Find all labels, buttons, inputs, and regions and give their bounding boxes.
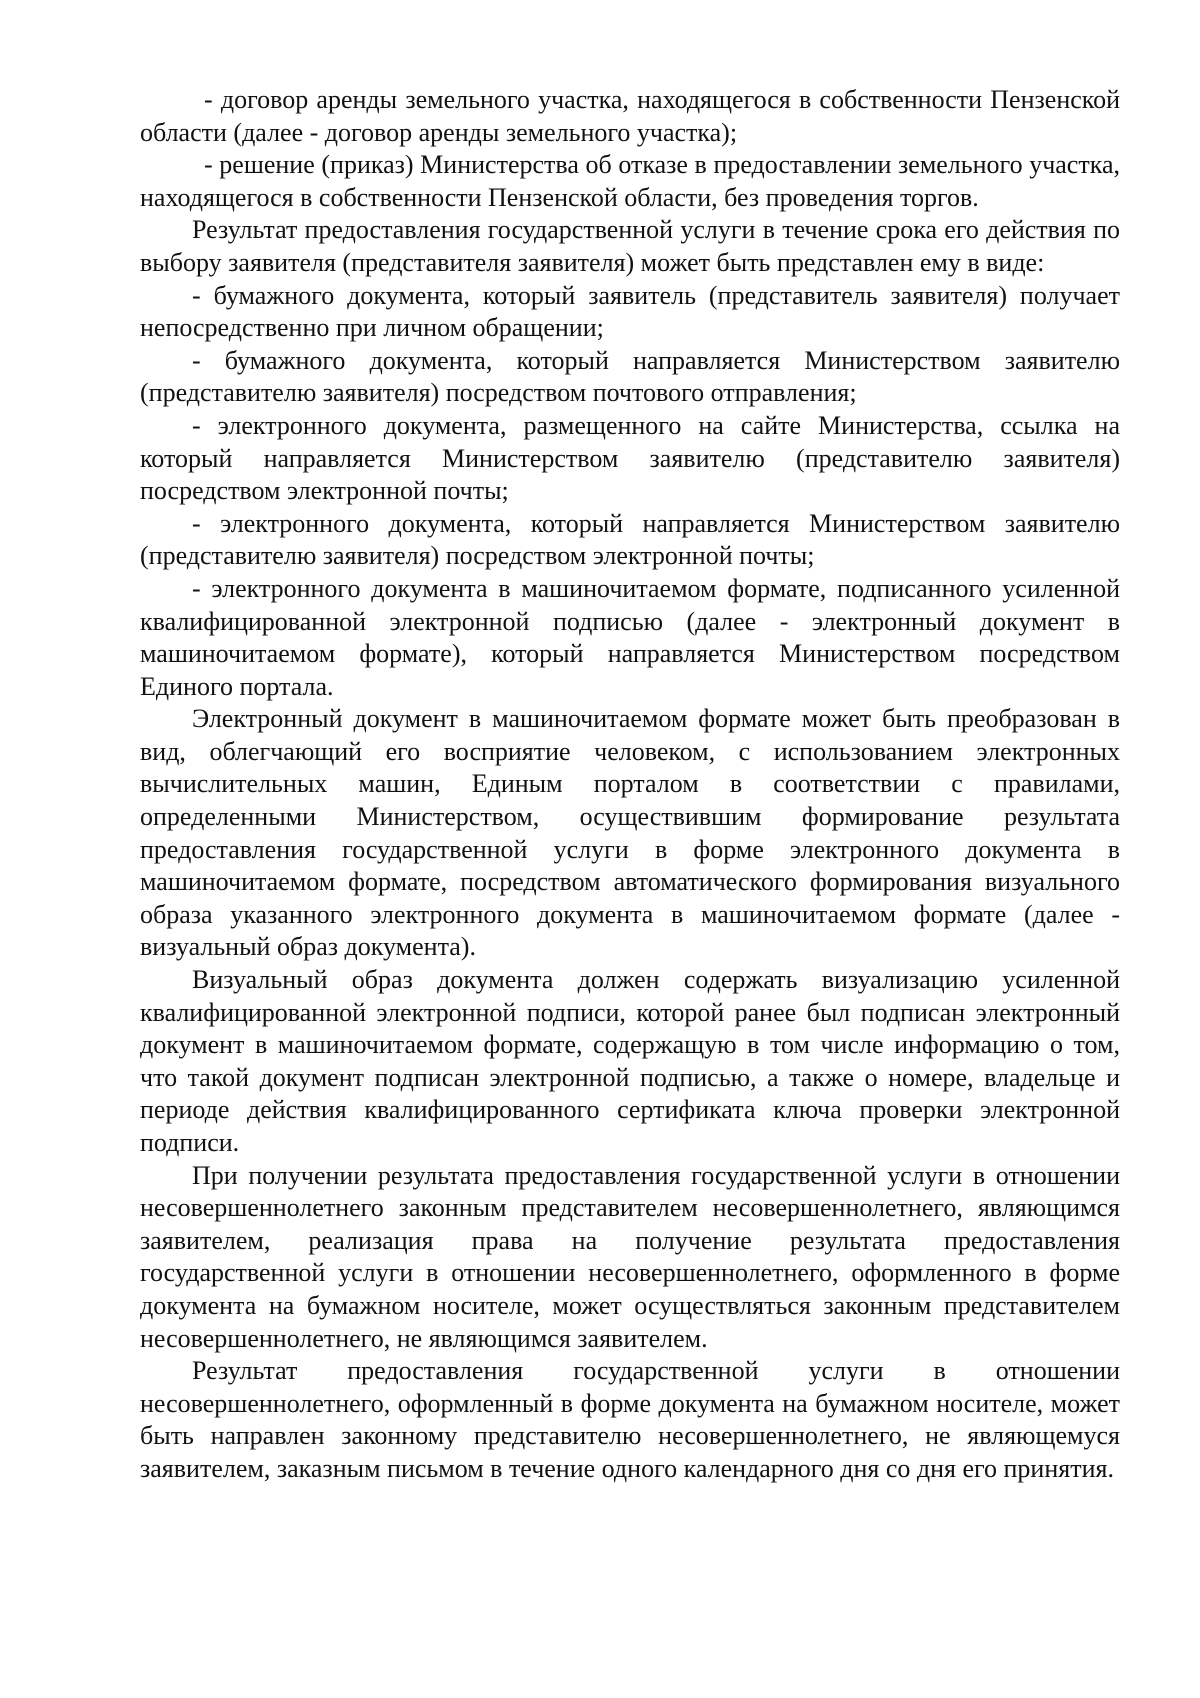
paragraph-paper-by-mail: - бумажного документа, который направляется Министерством заявителю (представителю заявителя) посредством почтового отправления; xyxy=(140,345,1120,408)
paragraph-electronic-link: - электронного документа, размещенного на сайте Министерства, ссылка на который направляется Министерством заявителю (представителю заявителя) посредством электронной почты; xyxy=(140,410,1120,506)
paragraph-lease-agreement: - договор аренды земельного участка, находящегося в собственности Пензенской области (далее - договор аренды земельного участка); xyxy=(140,85,1120,147)
paragraph-machine-readable: - электронного документа в машиночитаемом формате, подписанного усиленной квалифицированной электронной подписью (далее - электронный документ в машиночитаемом формате), который направляется Министерством посредством Единого портала. xyxy=(140,573,1120,701)
paragraph-minor-receipt: При получении результата предоставления государственной услуги в отношении несовершеннолетнего законным представителем несовершеннолетнего, являющимся заявителем, реализация права на получение результата предоставления государственной услуги в отношении несовершеннолетнего, оформленного в форме документа на бумажном носителе, может осуществляться законным представителем несовершеннолетнего, не являющимся заявителем. xyxy=(140,1160,1120,1353)
paragraph-minor-mailing: Результат предоставления государственной услуги в отношении несовершеннолетнего, оформленный в форме документа на бумажном носителе, может быть направлен законному представителю несовершеннолетнего, не являющемуся заявителем, заказным письмом в течение одного календарного дня со дня его принятия. xyxy=(140,1356,1120,1483)
paragraph-electronic-email: - электронного документа, который направляется Министерством заявителю (представителю заявителя) посредством электронной почты; xyxy=(140,508,1120,571)
document-body xyxy=(140,84,1120,1486)
paragraph-visual-signature: Визуальный образ документа должен содержать визуализацию усиленной квалифицированной электронной подписи, которой ранее был подписан электронный документ в машиночитаемом формате, содержащую в том числе информацию о том, что такой документ подписан электронной подписью, а также о номере, владельце и периоде действия квалифицированного сертификата ключа проверки электронной подписи. xyxy=(140,965,1120,1157)
paragraph-refusal-decision: - решение (приказ) Министерства об отказе в предоставлении земельного участка, находящегося в собственности Пензенской области, без проведения торгов. xyxy=(140,150,1120,212)
paragraph-visual-conversion: Электронный документ в машиночитаемом формате может быть преобразован в вид, облегчающий его восприятие человеком, с использованием электронных вычислительных машин, Единым порталом в соответствии с правилами, определенными Министерством, осуществившим формирование результата предоставления государственной услуги в форме электронного документа в машиночитаемом формате, посредством автоматического формирования визуального образа указанного электронного документа в машиночитаемом формате (далее - визуальный образ документа). xyxy=(140,704,1120,962)
paragraph-result-forms-intro: Результат предоставления государственной услуги в течение срока его действия по выбору заявителя (представителя заявителя) может быть представлен ему в виде: xyxy=(140,215,1120,277)
paragraph-paper-in-person: - бумажного документа, который заявитель (представитель заявителя) получает непосредственно при личном обращении; xyxy=(140,280,1120,343)
